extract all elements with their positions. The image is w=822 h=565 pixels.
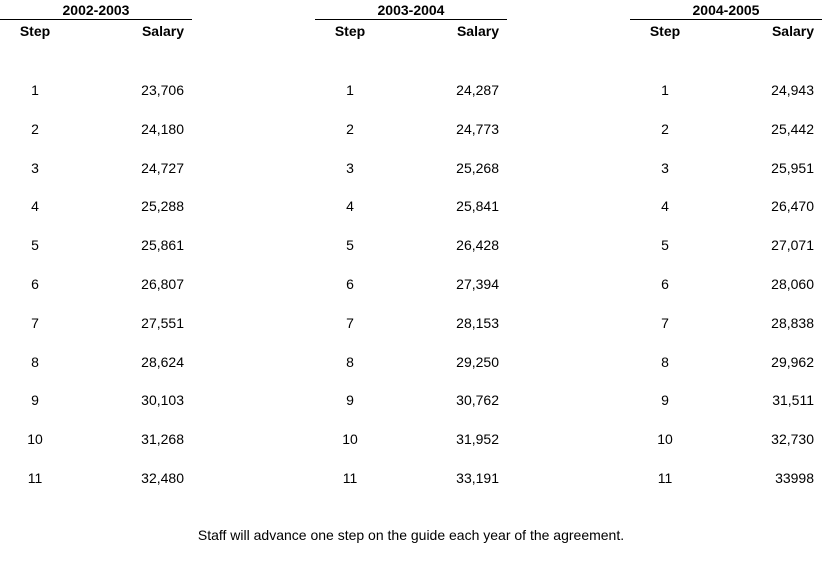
table-row [630, 391, 822, 430]
table-row [630, 120, 822, 159]
salary-cell: 24,287 [456, 82, 499, 98]
salary-cell: 25,268 [456, 159, 499, 176]
table-row [0, 314, 192, 353]
salary-cell: 25,861 [141, 237, 184, 254]
salary-cell: 30,103 [141, 392, 184, 409]
step-cell: 6 [31, 275, 39, 292]
table-row [0, 197, 192, 236]
salary-cell: 31,952 [456, 431, 499, 448]
step-cell: 1 [31, 82, 39, 98]
table-row [0, 81, 192, 120]
table-row [0, 391, 192, 430]
table-row [630, 275, 822, 314]
step-cell: 10 [657, 431, 673, 448]
step-cell: 2 [661, 120, 669, 137]
salary-cell: 24,773 [456, 120, 499, 137]
table-row [0, 236, 192, 275]
salary-cell: 27,394 [456, 275, 499, 292]
table-row [0, 275, 192, 314]
table-body [0, 81, 192, 508]
table-row [630, 197, 822, 236]
table-row [315, 391, 507, 430]
step-column-header: Step [334, 23, 366, 39]
step-column-header: Step [19, 23, 51, 39]
step-cell: 8 [31, 353, 39, 370]
table-row [315, 469, 507, 508]
step-column-header: Step [649, 23, 681, 39]
salary-cell: 32,480 [141, 469, 184, 486]
table-row [0, 469, 192, 508]
step-cell: 11 [27, 469, 43, 486]
salary-cell: 33998 [775, 469, 814, 486]
salary-cell: 26,807 [141, 275, 184, 292]
table-row [630, 353, 822, 392]
step-cell: 2 [346, 120, 354, 137]
salary-cell: 26,428 [456, 237, 499, 254]
salary-cell: 28,838 [771, 314, 814, 331]
salary-cell: 25,841 [456, 198, 499, 215]
table-row [630, 81, 822, 120]
table-row [630, 159, 822, 198]
year-title: 2002-2003 [62, 2, 130, 18]
step-cell: 1 [346, 82, 354, 98]
salary-cell: 29,962 [771, 353, 814, 370]
step-cell: 1 [661, 82, 669, 98]
table-row [630, 430, 822, 469]
step-cell: 10 [342, 431, 358, 448]
step-cell: 4 [346, 198, 354, 215]
table-row [315, 197, 507, 236]
salary-cell: 25,288 [141, 198, 184, 215]
table-row [315, 120, 507, 159]
salary-cell: 24,727 [141, 159, 184, 176]
footnote: Staff will advance one step on the guide each year of the agreement. [197, 527, 625, 543]
table-row [315, 159, 507, 198]
salary-column-header: Salary [771, 23, 814, 39]
step-cell: 2 [31, 120, 39, 137]
salary-cell: 33,191 [456, 469, 499, 486]
salary-cell: 28,153 [456, 314, 499, 331]
step-cell: 7 [661, 314, 669, 331]
step-cell: 8 [346, 353, 354, 370]
step-cell: 9 [346, 392, 354, 409]
table-row [630, 236, 822, 275]
table-row [0, 353, 192, 392]
table-row [315, 314, 507, 353]
salary-cell: 32,730 [771, 431, 814, 448]
table-body [630, 81, 822, 508]
header-rule [0, 19, 192, 20]
salary-cell: 28,624 [141, 353, 184, 370]
step-cell: 11 [657, 469, 673, 486]
step-cell: 8 [661, 353, 669, 370]
table-row [315, 430, 507, 469]
step-cell: 5 [346, 237, 354, 254]
salary-cell: 31,511 [772, 392, 814, 409]
header-rule [630, 19, 822, 20]
step-cell: 7 [31, 314, 39, 331]
table-body [315, 81, 507, 508]
salary-cell: 25,951 [771, 159, 814, 176]
step-cell: 7 [346, 314, 354, 331]
salary-cell: 26,470 [771, 198, 814, 215]
step-cell: 3 [346, 159, 354, 176]
salary-cell: 27,071 [771, 237, 814, 254]
table-row [630, 469, 822, 508]
step-cell: 5 [31, 237, 39, 254]
table-row [630, 314, 822, 353]
step-cell: 5 [661, 237, 669, 254]
table-row [315, 275, 507, 314]
table-row [315, 236, 507, 275]
salary-cell: 24,180 [141, 120, 184, 137]
table-row [0, 120, 192, 159]
step-cell: 3 [31, 159, 39, 176]
salary-cell: 29,250 [456, 353, 499, 370]
step-cell: 9 [31, 392, 39, 409]
table-row [0, 430, 192, 469]
step-cell: 4 [31, 198, 39, 215]
step-cell: 4 [661, 198, 669, 215]
table-row [315, 353, 507, 392]
step-cell: 10 [27, 431, 43, 448]
table-row [0, 159, 192, 198]
year-title: 2003-2004 [377, 2, 445, 18]
salary-cell: 24,943 [771, 82, 814, 98]
salary-cell: 23,706 [141, 82, 184, 98]
salary-column-header: Salary [141, 23, 184, 39]
table-row [315, 81, 507, 120]
header-rule [315, 19, 507, 20]
year-title: 2004-2005 [692, 2, 760, 18]
salary-cell: 30,762 [456, 392, 499, 409]
step-cell: 9 [661, 392, 669, 409]
salary-column-header: Salary [456, 23, 499, 39]
step-cell: 6 [346, 275, 354, 292]
step-cell: 11 [342, 469, 358, 486]
step-cell: 6 [661, 275, 669, 292]
salary-cell: 27,551 [141, 314, 184, 331]
salary-cell: 25,442 [771, 120, 814, 137]
salary-cell: 31,268 [141, 431, 184, 448]
salary-cell: 28,060 [771, 275, 814, 292]
step-cell: 3 [661, 159, 669, 176]
